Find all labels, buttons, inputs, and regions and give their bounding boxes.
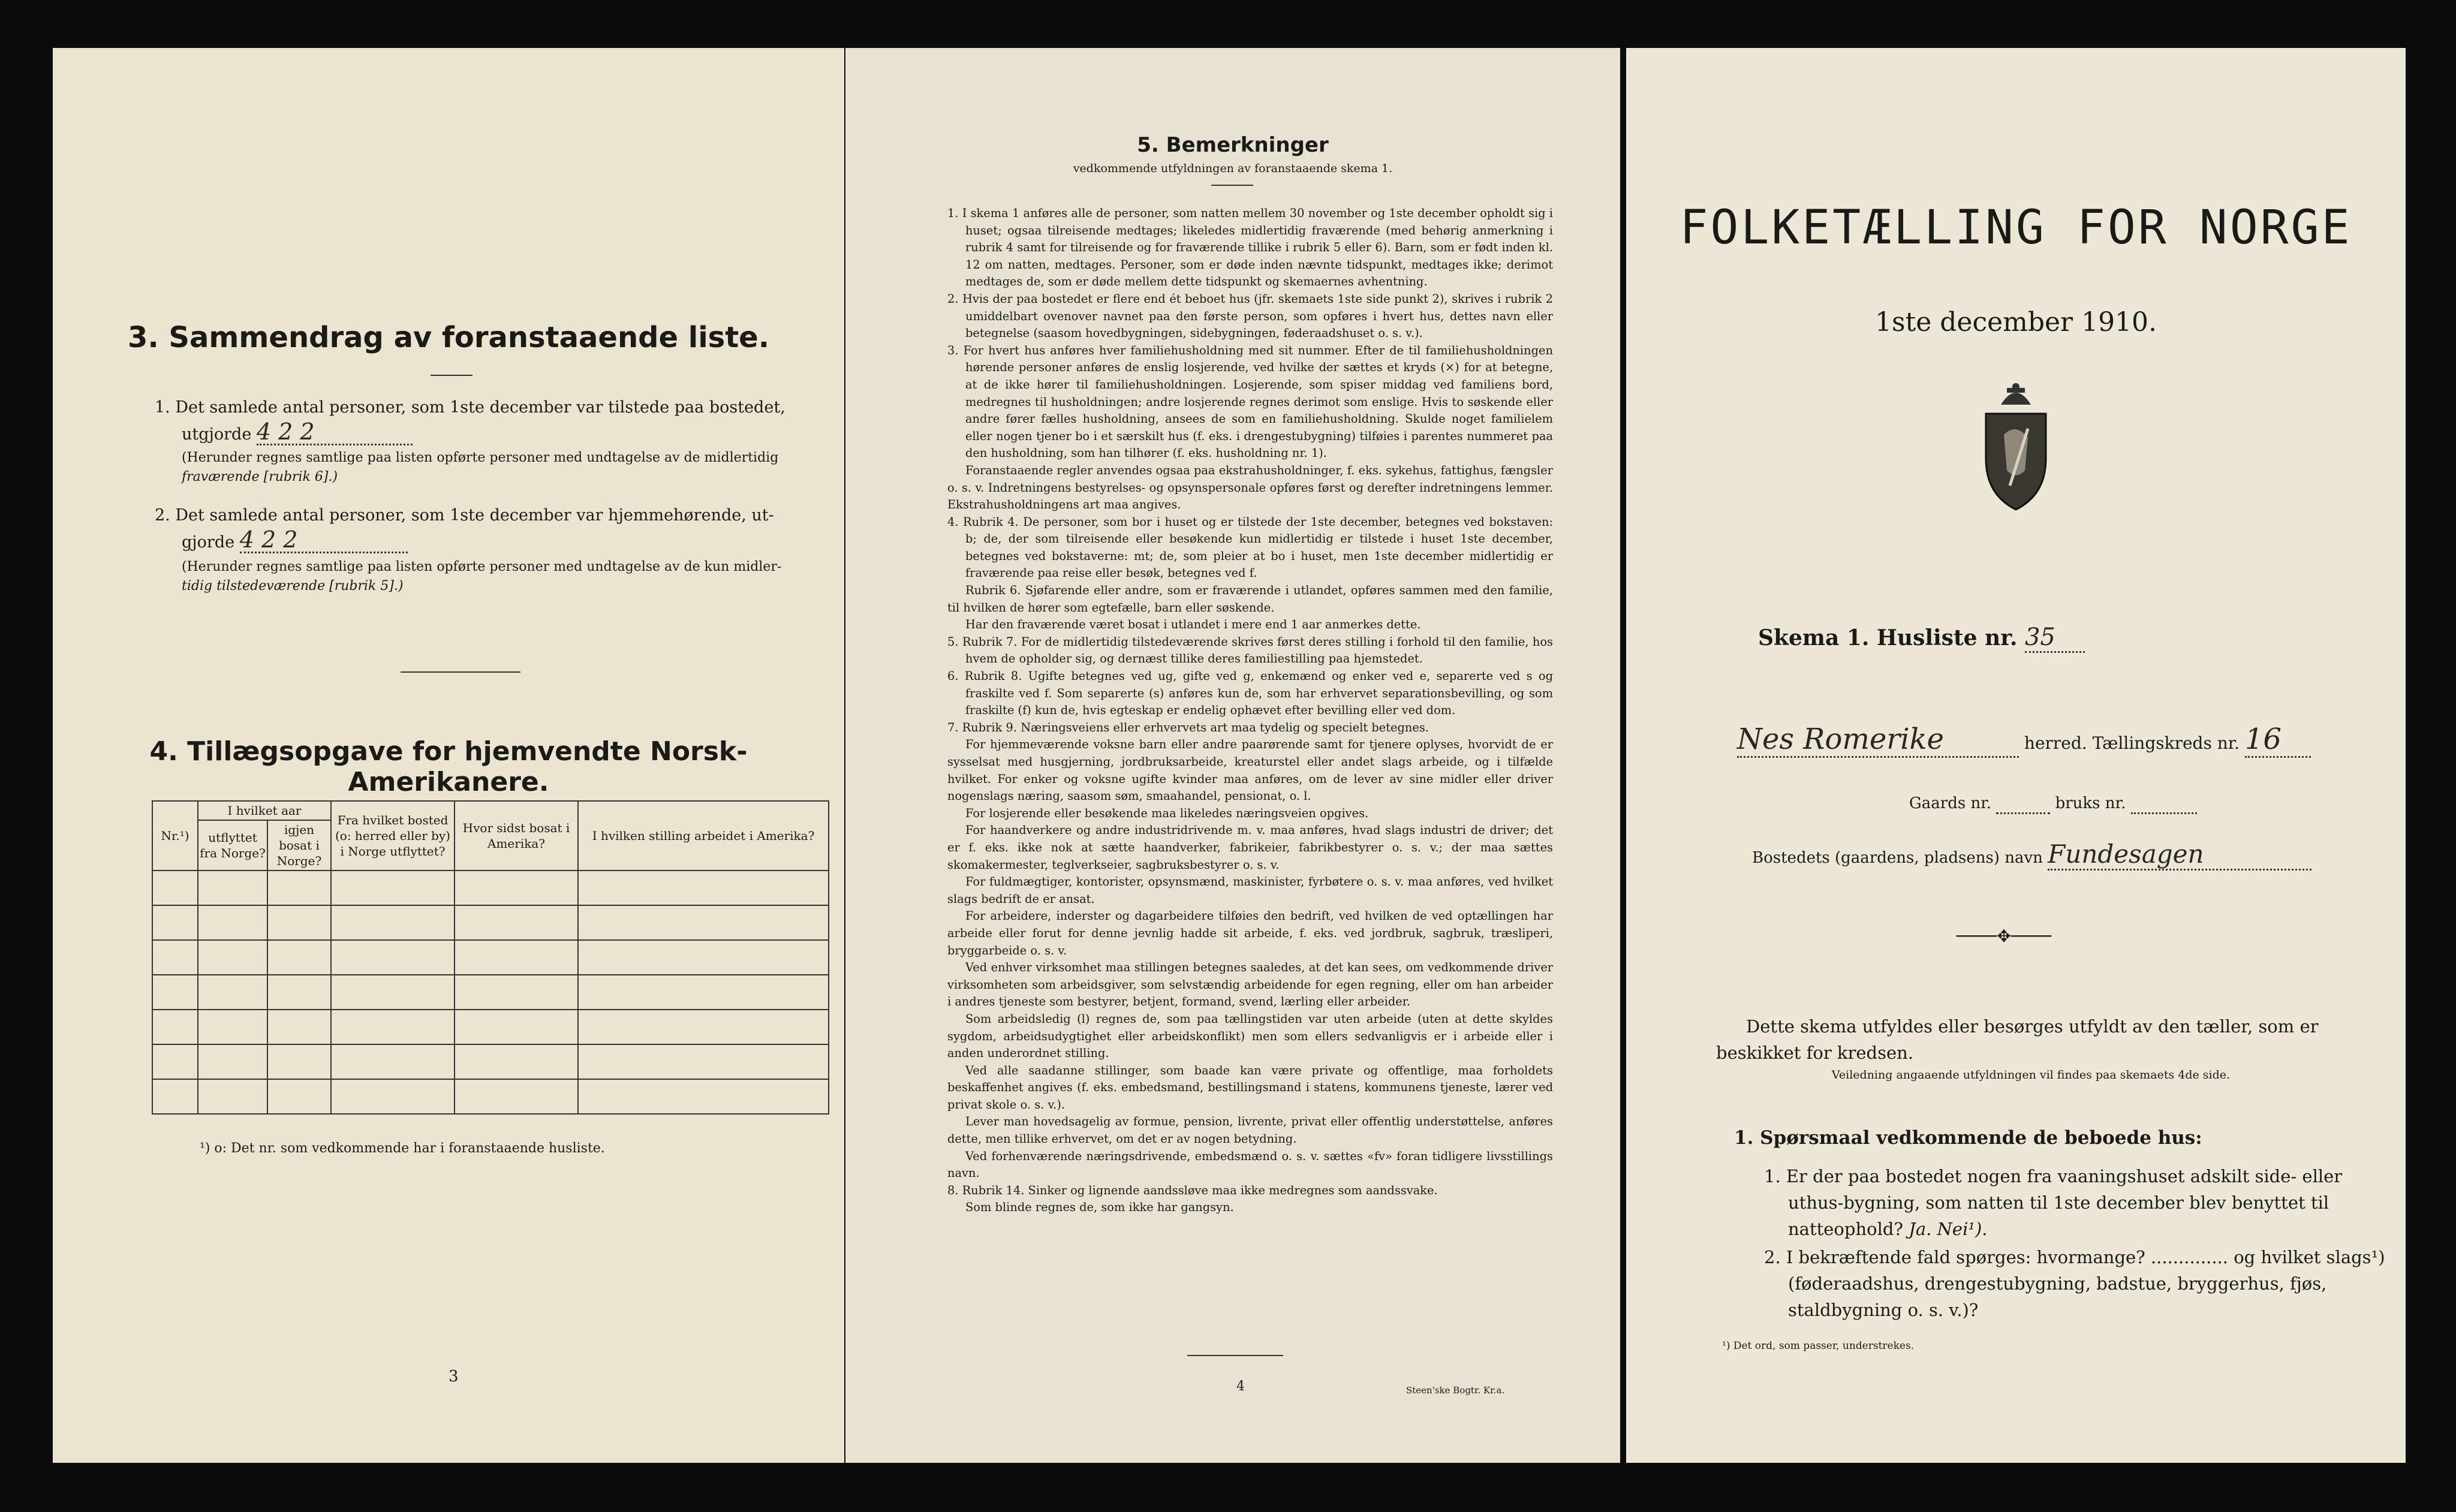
header-igjen-bosat: igjen bosat i Norge?: [267, 820, 331, 871]
rule-item: Ved enhver virksomhet maa stillingen betegnes saaledes, at det kan sees, om vedkommende driver virksomheten som arbeidsgiver, som selvstændig arbeidende for egen regning, eller om han arbeider i andres tjeneste som bestyrer, betjent, formand, svend, lærling eller arbeider.: [947, 960, 1553, 1009]
item1-label: utgjorde: [182, 425, 252, 444]
rule-item: Har den fraværende været bosat i utlandet i mere end 1 aar anmerkes dette.: [965, 618, 1421, 632]
rule-item: Ved alle saadanne stillinger, som baade kan være private og offentlige, maa forholdets beskaffenhet angives (f. eks. embedsmand, bestillingsmand i statens, kommunens tjeneste, lærer ved privat skole o. s. v.).: [947, 1063, 1553, 1112]
section4-title: 4. Tillægsopgave for hjemvendte Norsk-Amerikanere.: [149, 736, 748, 797]
kreds-label: Tællingskreds nr.: [2092, 733, 2240, 753]
census-date: 1ste december 1910.: [1874, 307, 2157, 338]
kreds-value: 16: [2245, 722, 2311, 758]
page-4: [845, 48, 1620, 1463]
rule-item: Rubrik 6. Sjøfarende eller andre, som er fraværende i utlandet, opføres sammen med den familie, til hvilken de hører som egtefælle, barn eller søskende.: [947, 583, 1553, 615]
footnote: ¹) o: Det nr. som vedkommende har i foranstaaende husliste.: [200, 1141, 605, 1156]
bosted-value: Fundesagen: [2048, 839, 2311, 871]
rule-item: Foranstaaende regler anvendes ogsaa paa ekstrahusholdninger, f. eks. sykehus, fattighus, fængsler o. s. v. Indretningens bestyrelses- og opsynspersonale opføres først og derefter indretningens lemmer. Ekstrahusholdningens art maa angives.: [947, 463, 1553, 512]
questions-heading: 1. Spørsmaal vedkommende de beboede hus:: [1734, 1127, 2202, 1149]
cover-page: [1626, 48, 2406, 1463]
item2-value: 4 2 2: [240, 528, 408, 553]
rule-item: 3. For hvert hus anføres hver familiehusholdning med sit nummer. Efter de til familiehusholdningen hørende personer anføres de enslig losjerende, ved hvilke der sættes et kryds (×) for at betegne, at de ikke hører til familiehusholdningen. Losjerende, som spiser middag ved familiens bord, medregnes til husholdningen; andre losjerende regnes derimot som enslige. Hvis to søskende eller andre fører fælles husholdning, ansees de som en familiehusholdning. Skulde noget familielem eller nogen tjener bo i et særskilt hus (f. eks. i drengestubygning) tilføies i parentes nummeret paa den husholdning, som han tilhører (f. eks. husholdning nr. 1).: [947, 343, 1553, 460]
herred-label: herred.: [2024, 733, 2087, 753]
rule-item: Lever man hovedsagelig av formue, pension, livrente, privat eller offentlig understøttelse, anføres dette, men tillike erhvervet, om det er av nogen betydning.: [947, 1115, 1553, 1146]
rule-item: For hjemmeværende voksne barn eller andre paarørende samt for tjenere oplyses, hvorvidt de er sysselsat med husgjerning, jordbruksarbeide, kreaturstel eller andet slags arbeide, og i tilfælde hvilket. For enker og voksne ugifte kvinder maa anføres, om de lever av sine midler eller driver nogenslags næring, saasom søm, smaahandel, pensionat, o. l.: [947, 737, 1553, 803]
table-row: [152, 975, 829, 1010]
rule-item: Som blinde regnes de, som ikke har gangsyn.: [965, 1200, 1234, 1215]
question-2: 2. I bekræftende fald spørges: hvormange? .............. og hvilket slags¹) (føderaadshus, drengestubygning, badstue, bryggerhus, fjøs, staldbygning o. s. v.)?: [1764, 1247, 2385, 1320]
page-number: 4: [1236, 1379, 1245, 1394]
item2-label: gjorde: [182, 533, 235, 552]
bruks-value: [2131, 794, 2197, 814]
rule-item: 5. Rubrik 7. For de midlertidig tilstedeværende skrives først deres stilling i forhold til den familie, hos hvem de opholder sig, og dernæst tillike deres familiestilling paa hjemstedet.: [947, 634, 1553, 666]
rule-item: For haandverkere og andre industridrivende m. v. maa anføres, hvad slags industri de driver; det er f. eks. ikke nok at sætte haandverker, fabrikeier, fabrikbestyrer o. s. v.; der maa sættes skomakermester, teglverkseier, sagbruksbestyrer o. s. v.: [947, 823, 1553, 872]
rule-item: Som arbeidsledig (l) regnes de, som paa tællingstiden var uten arbeide (uten at dette skyldes sygdom, arbeidsudygtighet eller arbeidskonflikt) men som ellers sedvanligvis er i arbeide eller i anden underordnet stilling.: [947, 1011, 1553, 1061]
page-3: [53, 48, 844, 1463]
item1-value: 4 2 2: [257, 420, 413, 445]
header-stilling: I hvilken stilling arbeidet i Amerika?: [578, 801, 829, 871]
item1-note1: (Herunder regnes samtlige paa listen opførte personer med undtagelse av de midlertidig: [182, 450, 779, 465]
husliste-nr-value: 35: [2025, 624, 2085, 653]
rule-item: 4. Rubrik 4. De personer, som bor i huset og er tilstede der 1ste december, betegnes ved bokstaven: b; de, der som tilreisende eller besøkende kun midlertidig er tilstede i huset 1ste december, betegnes ved bokstaverne: mt; de, som pleier at bo i huset, men 1ste december midlertidig er fraværende paa reise eller besøk, betegnes ved f.: [947, 514, 1553, 580]
remarks-list: [947, 205, 1553, 1216]
header-hvor-sidst: Hvor sidst bosat i Amerika?: [455, 801, 578, 871]
rule-item: 8. Rubrik 14. Sinker og lignende aandssløve maa ikke medregnes som aandssvake.: [947, 1183, 1438, 1197]
item1-note2: fraværende [rubrik 6].): [182, 469, 338, 484]
header-i-hvilket-aar: I hvilket aar: [198, 801, 331, 820]
divider: [401, 671, 520, 673]
header-utflyttet: utflyttet fra Norge?: [198, 820, 267, 871]
footnote: ¹) Det ord, som passer, understrekes.: [1722, 1340, 1915, 1352]
question-1: [1764, 1163, 2388, 1242]
intro-text: Dette skema utfyldes eller besørges utfyldt av den tæller, som er beskikket for kredsen.: [1716, 1016, 2319, 1063]
bosted-line: [1752, 839, 2400, 871]
question-1-text: 1. Er der paa bostedet nogen fra vaaningshuset adskilt side- eller uthus-bygning, som natten til 1ste december blev benyttet til natteophold?: [1764, 1166, 2343, 1239]
page-number: 3: [449, 1368, 459, 1386]
gaards-value: [1996, 794, 2050, 814]
table-row: [152, 1044, 829, 1079]
census-title: FOLKETÆLLING FOR NORGE: [1680, 201, 2352, 255]
divider: [1211, 185, 1253, 186]
rule-item: For fuldmægtiger, kontorister, opsynsmænd, maskinister, fyrbøtere o. s. v. maa anføres, ved hvilket slags bedrift de er ansat.: [947, 875, 1553, 906]
question-1-answer: Ja. Nei¹).: [1909, 1219, 1988, 1239]
item2-note2: tidig tilstedeværende [rubrik 5].): [182, 579, 404, 594]
rule-item: 2. Hvis der paa bostedet er flere end ét beboet hus (jfr. skemaets 1ste side punkt 2), skrives i rubrik 2 umiddelbart ovenover navnet paa den første person, som opføres i hvert hus, dettes navn eller betegnelse (saasom hovedbygningen, sidebygningen, føderaadshuset o. s. v.).: [947, 291, 1553, 341]
coat-of-arms-icon: [1974, 381, 2058, 513]
gaards-line: [1909, 794, 2329, 814]
header-nr: Nr.¹): [152, 801, 198, 871]
herred-line: [1737, 722, 2397, 758]
skema-label: Skema 1. Husliste nr.: [1758, 625, 2018, 650]
table-row: [152, 1010, 829, 1044]
rule-item: For losjerende eller besøkende maa likeledes næringsveien opgives.: [965, 806, 1369, 820]
rule-item: 1. I skema 1 anføres alle de personer, som natten mellem 30 november og 1ste december opholdt sig i huset; ogsaa tilreisende medtages; likeledes midlertidig fraværende (med behørig anmerkning i rubrik 4 samt for tilreisende og for fraværende tillike i rubrik 5 eller 6). Barn, som er født inden kl. 12 om natten, medtages. Personer, som er døde inden nævnte tidspunkt, medtages ikke; derimot medtages de, som er døde mellem dette tidspunkt og skemaernes avhentning.: [947, 206, 1553, 289]
bosted-label: Bostedets (gaardens, pladsens) navn: [1752, 849, 2043, 867]
rule-item: For arbeidere, inderster og dagarbeidere tilføies den bedrift, ved hvilken de ved optællingen har arbeide eller forut for denne jevnlig hadde sit arbeide, f. eks. ved jordbruk, sagbruk, træsliperi, bryggarbeide o. s. v.: [947, 909, 1553, 957]
remarks-subtitle: vedkommende utfyldningen av foranstaaende skema 1.: [1073, 162, 1393, 175]
veiledning-text: Veiledning angaaende utfyldningen vil findes paa skemaets 4de side.: [1831, 1068, 2231, 1082]
herred-value: Nes Romerike: [1737, 722, 2019, 758]
table-row: [152, 940, 829, 975]
skema-line: [1758, 624, 2358, 653]
norsk-amerikanere-table: [152, 800, 829, 1115]
divider: [1187, 1355, 1283, 1356]
table-row: [152, 1079, 829, 1114]
gaards-label: Gaards nr.: [1909, 794, 1992, 812]
rule-item: 7. Rubrik 9. Næringsveiens eller erhvervets art maa tydelig og specielt betegnes.: [947, 720, 1429, 734]
printer-imprint: Steen'ske Bogtr. Kr.a.: [1406, 1385, 1505, 1396]
item1-line: [182, 420, 422, 447]
item2-line: [182, 528, 422, 555]
table-row: [152, 871, 829, 905]
fleuron-icon: ────✥────: [1956, 926, 2052, 946]
bruks-label: bruks nr.: [2055, 794, 2126, 812]
item1-text: 1. Det samlede antal personer, som 1ste december var tilstede paa bostedet,: [155, 398, 785, 417]
divider: [431, 375, 472, 376]
section3-title: 3. Sammendrag av foranstaaende liste.: [128, 321, 769, 354]
item2-note1: (Herunder regnes samtlige paa listen opførte personer med undtagelse av de kun midler-: [182, 559, 782, 574]
header-fra-hvilket: Fra hvilket bosted (o: herred eller by) i Norge utflyttet?: [331, 801, 455, 871]
rule-item: Ved forhenværende næringsdrivende, embedsmænd o. s. v. sættes «fv» foran tidligere livsstillings navn.: [947, 1149, 1553, 1180]
item2-text: 2. Det samlede antal personer, som 1ste december var hjemmehørende, ut-: [155, 506, 774, 525]
remarks-title: 5. Bemerkninger: [1137, 133, 1329, 157]
rule-item: 6. Rubrik 8. Ugifte betegnes ved ug, gifte ved g, enkemænd og enker ved e, separerte ved s og fraskilte ved f. Som separerte (s) anføres kun de, som har erhvervet separationsbevilling, og som fraskilte (f) kun de, hvis egteskap er endelig ophævet efter bevilling eller ved dom.: [947, 669, 1553, 718]
table-row: [152, 905, 829, 940]
